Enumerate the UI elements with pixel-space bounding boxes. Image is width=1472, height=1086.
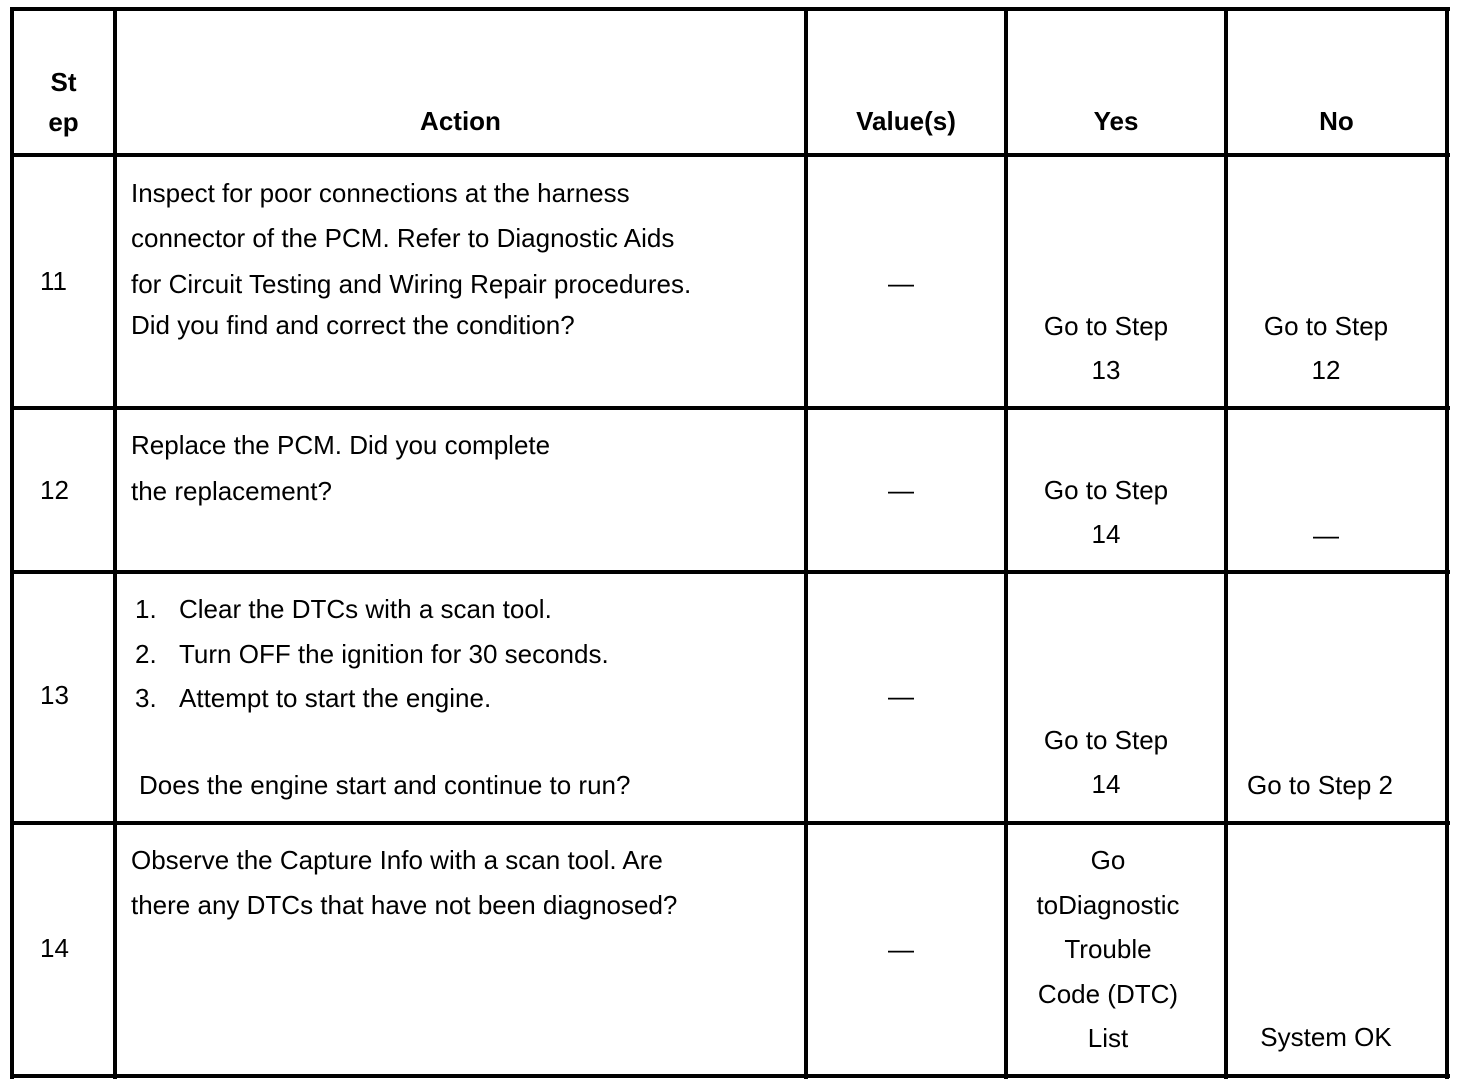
value-cell: — [888,934,914,964]
header-step-line-1: St [50,67,77,97]
no-cell [1228,763,1412,807]
action-line: connector of the PCM. Refer to Diagnostic Aids [131,223,675,253]
yes-line: Go to Step [1043,311,1169,341]
no-cell [1228,304,1424,392]
header-no: No [1319,106,1354,136]
step-number: 13 [40,680,69,710]
action-line: for Circuit Testing and Wiring Repair procedures. [131,269,692,299]
action-line: the replacement? [131,476,332,506]
yes-cell [1008,838,1208,1060]
list-text: Attempt to start the engine. [179,683,492,713]
yes-line: 13 [1091,355,1121,385]
no-line: System OK [1260,1022,1392,1052]
table-border-bottom [10,1074,1450,1078]
no-cell [1228,1015,1424,1059]
list-number: 1. [135,594,157,624]
table-border-left [10,7,14,1079]
column-divider [804,7,808,1079]
yes-line: 14 [1091,519,1121,549]
yes-cell [1008,468,1204,556]
row-divider [10,821,1450,825]
action-list-item [135,587,609,631]
header-action: Action [420,106,501,136]
yes-line: Trouble [1064,934,1152,964]
action-line: Inspect for poor connections at the harness [131,178,630,208]
row-divider [10,406,1450,410]
yes-line: toDiagnostic [1036,890,1180,920]
header-step [14,62,113,142]
list-text: Turn OFF the ignition for 30 seconds. [179,639,609,669]
no-line: — [1313,520,1339,550]
action-line: Did you find and correct the condition? [131,310,575,340]
action-list-item [135,676,609,720]
step-number: 14 [40,933,69,963]
no-line: Go to Step 2 [1247,770,1393,800]
no-line: Go to Step [1263,311,1389,341]
action-text [131,423,550,513]
yes-cell [1008,304,1204,392]
yes-line: Code (DTC) [1037,979,1179,1009]
header-values: Value(s) [856,106,956,136]
action-line: there any DTCs that have not been diagnosed? [131,890,678,920]
step-number: 12 [40,475,69,505]
row-divider [10,570,1450,574]
table-border-right [1445,7,1449,1079]
action-line: Replace the PCM. Did you complete [131,430,551,460]
header-divider [10,153,1450,157]
table-border-top [10,7,1450,11]
yes-cell [1008,718,1204,806]
action-list [135,587,609,720]
list-text: Clear the DTCs with a scan tool. [179,594,552,624]
yes-line: 14 [1091,769,1121,799]
value-cell: — [888,268,914,298]
yes-line: Go to Step [1043,725,1169,755]
no-cell [1228,513,1424,557]
no-line: 12 [1311,355,1341,385]
value-cell: — [888,681,914,711]
action-text [131,838,677,927]
yes-line: List [1087,1023,1129,1053]
yes-line: Go [1090,845,1126,875]
action-list-item [135,632,609,676]
header-step-line-2: ep [48,107,79,137]
action-text [131,171,691,347]
action-line: Observe the Capture Info with a scan tool. Are [131,845,663,875]
list-number: 3. [135,683,157,713]
column-divider [113,7,117,1079]
step-number: 11 [40,266,67,296]
list-number: 2. [135,639,157,669]
header-yes: Yes [1093,106,1139,136]
yes-line: Go to Step [1043,475,1169,505]
value-cell: — [888,475,914,505]
action-question: Does the engine start and continue to run? [139,770,631,800]
